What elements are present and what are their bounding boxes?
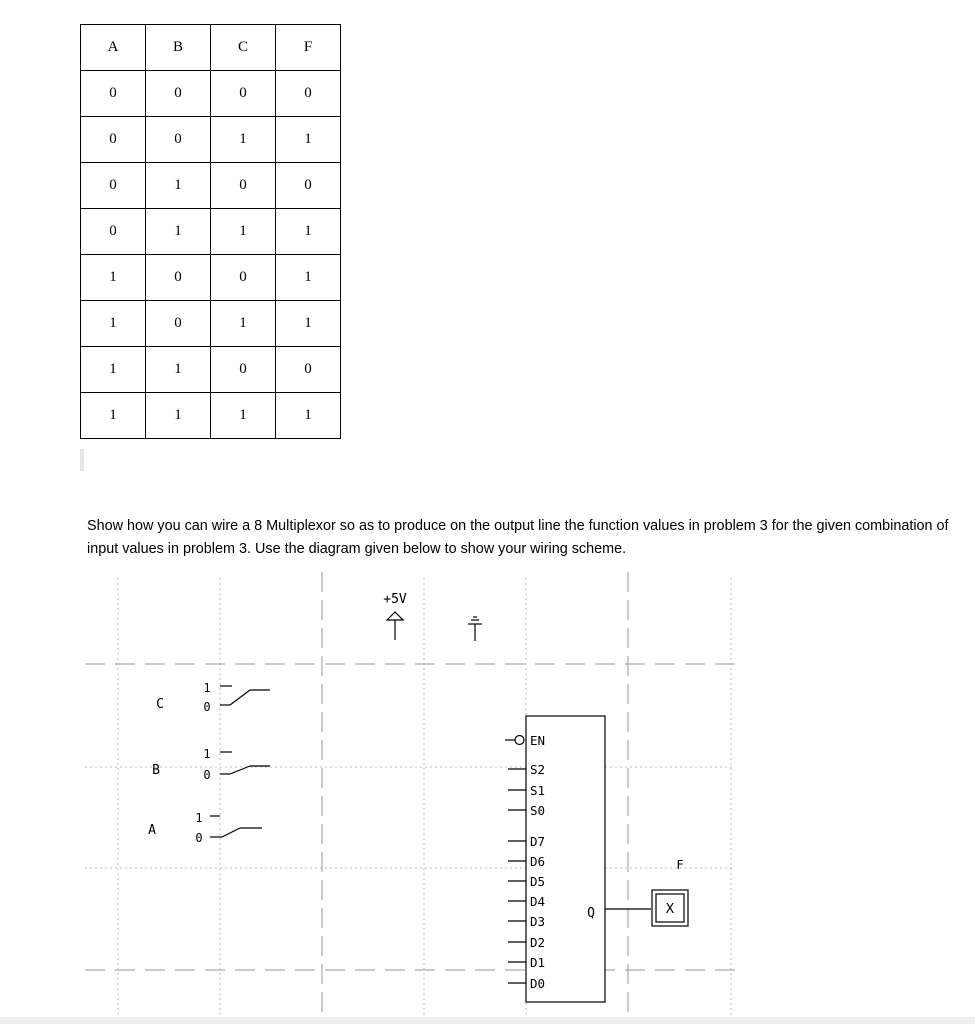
table-cell: 0 xyxy=(276,347,341,393)
switch-c-label: C xyxy=(156,697,164,712)
table-cell: 0 xyxy=(146,71,211,117)
table-cell: 1 xyxy=(146,347,211,393)
table-cell: 0 xyxy=(211,71,276,117)
switch-a-label: A xyxy=(148,823,156,838)
mux-output-label: Q xyxy=(587,906,595,921)
table-cell: 0 xyxy=(81,209,146,255)
table-cell: 1 xyxy=(81,255,146,301)
output-value: X xyxy=(665,902,675,917)
table-cell: 1 xyxy=(211,393,276,439)
table-cell: 1 xyxy=(81,347,146,393)
switch-b-label: B xyxy=(152,763,160,778)
output-label: F xyxy=(676,858,684,872)
table-cell: 1 xyxy=(276,301,341,347)
pin-d2-label: D2 xyxy=(530,935,546,950)
switch-a-high: 1 xyxy=(195,811,203,825)
pin-s2-label: S2 xyxy=(530,762,546,777)
switch-c-low: 0 xyxy=(203,700,211,714)
pin-d3-label: D3 xyxy=(530,914,546,929)
table-cell: 0 xyxy=(211,255,276,301)
table-cell: 1 xyxy=(276,117,341,163)
pin-s0-label: S0 xyxy=(530,803,546,818)
table-cell: 1 xyxy=(276,393,341,439)
table-cell: 0 xyxy=(276,163,341,209)
table-cell: 1 xyxy=(211,301,276,347)
table-cell: 0 xyxy=(81,117,146,163)
ground-symbol xyxy=(468,617,482,641)
table-cell: 0 xyxy=(211,347,276,393)
table-cell: 1 xyxy=(146,163,211,209)
multiplexer-8to1 xyxy=(505,716,651,1002)
vcc-source xyxy=(387,612,403,640)
pin-d6-label: D6 xyxy=(530,854,546,869)
table-cell: 1 xyxy=(211,117,276,163)
vcc-label: +5V xyxy=(383,592,407,607)
table-cell: 1 xyxy=(211,209,276,255)
table-cell: 0 xyxy=(81,71,146,117)
table-cell: 0 xyxy=(146,301,211,347)
header-cell: C xyxy=(211,25,276,71)
table-cell: 1 xyxy=(276,255,341,301)
table-cell: 1 xyxy=(146,209,211,255)
switch-c[interactable] xyxy=(156,681,270,714)
switch-b-low: 0 xyxy=(203,768,211,782)
enable-inversion-bubble[interactable] xyxy=(515,736,524,745)
pin-d0-label: D0 xyxy=(530,976,546,991)
table-cell: 0 xyxy=(146,117,211,163)
table-cell: 0 xyxy=(276,71,341,117)
header-cell: B xyxy=(146,25,211,71)
pin-d5-label: D5 xyxy=(530,874,546,889)
pin-d7-label: D7 xyxy=(530,834,546,849)
table-cell: 1 xyxy=(146,393,211,439)
switch-b[interactable] xyxy=(152,747,270,782)
switch-b-high: 1 xyxy=(203,747,211,761)
switch-a[interactable] xyxy=(148,811,262,845)
grid-major xyxy=(85,572,735,1018)
page-bottom-strip xyxy=(0,1017,975,1024)
table-cell: 1 xyxy=(276,209,341,255)
grid-minor xyxy=(85,578,735,1018)
table-cell: 1 xyxy=(81,393,146,439)
switch-c-high: 1 xyxy=(203,681,211,695)
instructions-text: Show how you can wire a 8 Multiplexor so as to produce on the output line the function values in problem 3 for the given combination of input values in problem 3. Use the diagram given below to show your wiring scheme. xyxy=(87,518,949,557)
pin-d4-label: D4 xyxy=(530,894,546,909)
header-cell: F xyxy=(276,25,341,71)
pin-s1-label: S1 xyxy=(530,783,546,798)
header-cell: A xyxy=(81,25,146,71)
pin-d1-label: D1 xyxy=(530,955,546,970)
table-cell: 1 xyxy=(81,301,146,347)
table-cell: 0 xyxy=(81,163,146,209)
pin-en-label: EN xyxy=(530,733,546,748)
switch-a-low: 0 xyxy=(195,831,203,845)
table-cell: 0 xyxy=(211,163,276,209)
table-cell: 0 xyxy=(146,255,211,301)
